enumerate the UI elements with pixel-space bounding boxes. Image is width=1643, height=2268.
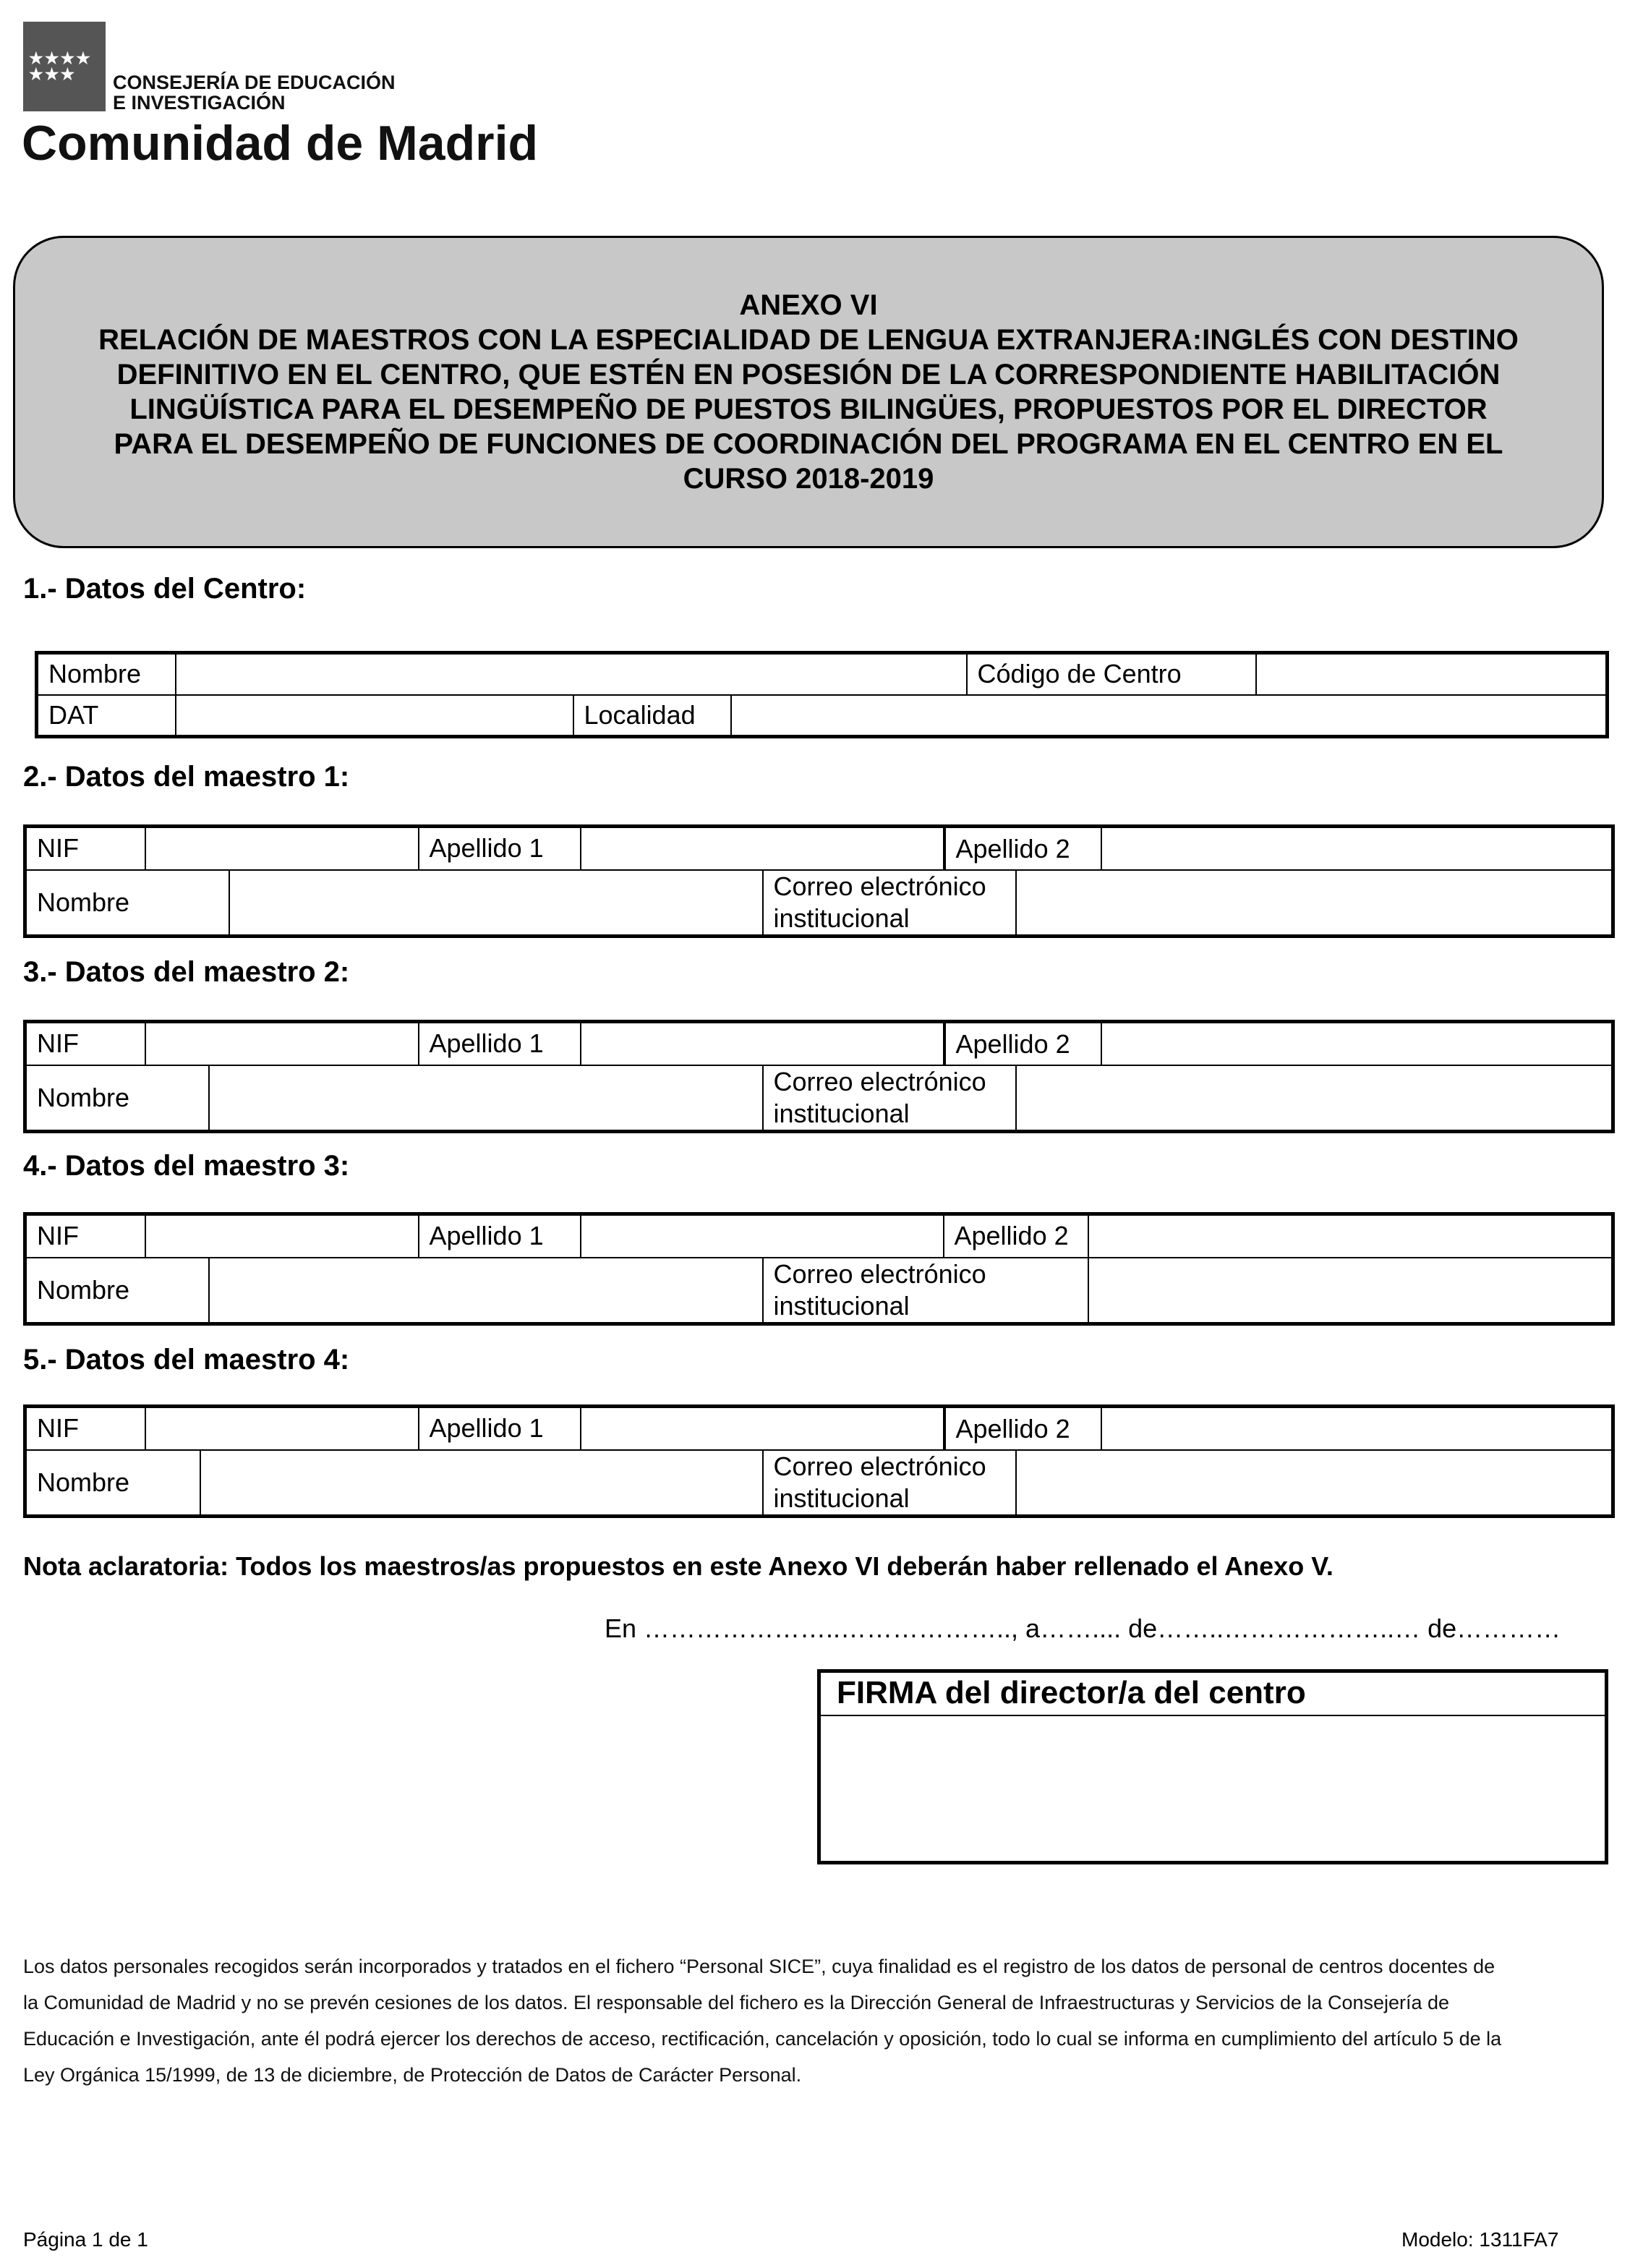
apellido-1-field[interactable]	[581, 827, 944, 870]
clarifying-note: Nota aclaratoria: Todos los maestros/as propuestos en este Anexo VI deberán haber rellenado el Anexo V.	[23, 1551, 1333, 1581]
label-apellido-1: Apellido 1	[419, 827, 581, 870]
legal-line: la Comunidad de Madrid y no se prevén cesiones de los datos. El responsable del fichero es la Dirección General de Infraestructuras y Servicios de la Consejería de	[23, 1992, 1450, 2013]
legal-line: Los datos personales recogidos serán incorporados y tratados en el fichero “Personal SICE”, cuya finalidad es el registro de los datos de personal de centros docentes de	[23, 1956, 1495, 1977]
title-line: CURSO 2018-2019	[683, 463, 934, 495]
maestro-2-table	[23, 1020, 1615, 1133]
section-heading-maestro-4: 5.- Datos del maestro 4:	[23, 1344, 350, 1376]
nif-field[interactable]	[145, 827, 419, 870]
label-apellido-2: Apellido 2	[944, 1408, 1102, 1449]
signature-box[interactable]	[817, 1669, 1608, 1864]
label-localidad: Localidad	[573, 695, 731, 737]
apellido-2-group	[955, 827, 1613, 870]
label-nombre: Nombre	[25, 1450, 200, 1517]
nif-field[interactable]	[145, 1022, 419, 1065]
apellido-1-field[interactable]	[581, 1022, 944, 1065]
madrid-logo	[23, 22, 106, 111]
model-code: Modelo: 1311FA7	[1401, 2228, 1559, 2251]
label-apellido-1: Apellido 1	[419, 1407, 581, 1450]
title-line: RELACIÓN DE MAESTROS CON LA ESPECIALIDAD DE LENGUA EXTRANJERA:INGLÉS CON DESTINO	[98, 324, 1519, 356]
label-correo: Correo electrónico institucional	[763, 1065, 1016, 1132]
brand-title: Comunidad de Madrid	[22, 116, 538, 171]
codigo-centro-field[interactable]	[1256, 653, 1608, 695]
label-correo: Correo electrónico institucional	[763, 870, 1016, 937]
title-line: PARA EL DESEMPEÑO DE FUNCIONES DE COORDINACIÓN DEL PROGRAMA EN EL CENTRO EN EL	[114, 428, 1503, 460]
maestro-3-table	[23, 1212, 1615, 1326]
nif-field[interactable]	[145, 1407, 419, 1450]
label-dat: DAT	[37, 695, 176, 737]
label-apellido-2: Apellido 2	[944, 1023, 1102, 1065]
org-line-2: E INVESTIGACIÓN	[113, 92, 286, 114]
label-nif: NIF	[25, 1022, 145, 1065]
page-number: Página 1 de 1	[23, 2228, 148, 2251]
title-line: DEFINITIVO EN EL CENTRO, QUE ESTÉN EN POSESIÓN DE LA CORRESPONDIENTE HABILITACIÓN	[116, 359, 1501, 391]
title-line: ANEXO VI	[739, 289, 878, 321]
nombre-field[interactable]	[200, 1450, 763, 1517]
label-apellido-1: Apellido 1	[419, 1214, 581, 1258]
apellido-2-group	[955, 1022, 1613, 1065]
place-date-line[interactable]: En …………………..……………….., a…….... de……..………………..… de…………	[605, 1613, 1561, 1643]
label-nif: NIF	[25, 827, 145, 870]
label-nombre-centro: Nombre	[37, 653, 176, 695]
legal-line: Ley Orgánica 15/1999, de 13 de diciembre, de Protección de Datos de Carácter Personal.	[23, 2064, 802, 2086]
legal-notice	[23, 1948, 1614, 2093]
maestro-1-table	[23, 824, 1615, 938]
legal-line: Educación e Investigación, ante él podrá ejercer los derechos de acceso, rectificación, cancelación y oposición, todo lo cual se informa en cumplimiento del artículo 5 de la	[23, 2028, 1502, 2050]
nombre-field[interactable]	[209, 1065, 763, 1132]
label-correo: Correo electrónico institucional	[763, 1258, 1088, 1324]
correo-field[interactable]	[1016, 1450, 1613, 1517]
signature-title: FIRMA del director/a del centro	[821, 1673, 1605, 1716]
org-line-1: CONSEJERÍA DE EDUCACIÓN	[113, 72, 396, 93]
localidad-field[interactable]	[731, 695, 1608, 737]
nombre-field[interactable]	[209, 1258, 763, 1324]
label-correo: Correo electrónico institucional	[763, 1450, 1016, 1517]
label-nombre: Nombre	[25, 1065, 209, 1132]
correo-field[interactable]	[1016, 1065, 1613, 1132]
section-heading-maestro-2: 3.- Datos del maestro 2:	[23, 956, 350, 988]
nif-field[interactable]	[145, 1214, 419, 1258]
apellido-2-group	[955, 1407, 1613, 1450]
label-apellido-2: Apellido 2	[944, 1214, 1088, 1258]
label-codigo-centro: Código de Centro	[967, 653, 1256, 695]
apellido-1-field[interactable]	[581, 1214, 944, 1258]
section-heading-maestro-3: 4.- Datos del maestro 3:	[23, 1150, 350, 1182]
label-nif: NIF	[25, 1407, 145, 1450]
section-heading-maestro-1: 2.- Datos del maestro 1:	[23, 761, 350, 793]
nombre-field[interactable]	[229, 870, 763, 937]
apellido-2-field[interactable]	[1088, 1214, 1613, 1258]
centro-table	[35, 651, 1609, 738]
annex-title-box	[13, 236, 1604, 548]
section-heading-centro: 1.- Datos del Centro:	[23, 573, 307, 605]
apellido-1-field[interactable]	[581, 1407, 944, 1450]
label-nombre: Nombre	[25, 1258, 209, 1324]
correo-field[interactable]	[1016, 870, 1613, 937]
label-apellido-2: Apellido 2	[944, 828, 1102, 869]
label-nif: NIF	[25, 1214, 145, 1258]
title-line: LINGÜÍSTICA PARA EL DESEMPEÑO DE PUESTOS BILINGÜES, PROPUESTOS POR EL DIRECTOR	[129, 393, 1488, 425]
maestro-4-table	[23, 1404, 1615, 1518]
dat-field[interactable]	[176, 695, 573, 737]
correo-field[interactable]	[1088, 1258, 1613, 1324]
label-apellido-1: Apellido 1	[419, 1022, 581, 1065]
logo-stars-icon: ★★★★ ★★★	[29, 49, 92, 83]
label-nombre: Nombre	[25, 870, 229, 937]
nombre-centro-field[interactable]	[176, 653, 967, 695]
